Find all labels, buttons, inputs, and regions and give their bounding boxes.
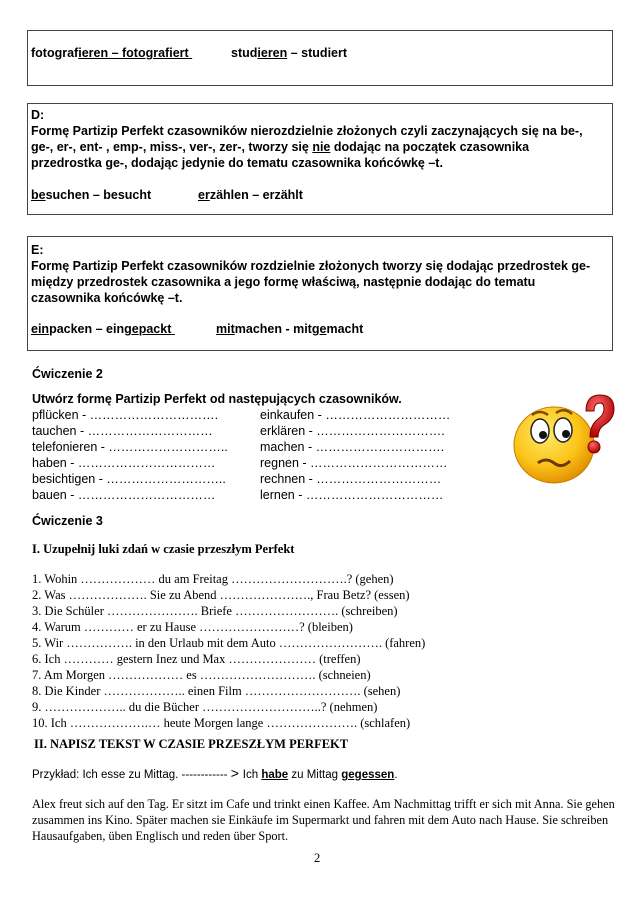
example-studieren: studieren – studiert xyxy=(231,46,348,60)
box-d-line-2: ge-, er-, ent- , emp-, miss-, ver-, zer-, tworzy się nie dodając na początek czasownika xyxy=(31,140,530,154)
verb-item: regnen - …………………………… xyxy=(260,456,448,470)
rule-box-d xyxy=(27,103,613,215)
exercise-3-section-1: I. Uzupełnij luki zdań w czasie przeszłym Perfekt xyxy=(32,542,295,556)
sentence-item: 9. ……………….. du die Bücher ………………………..? (nehmen) xyxy=(32,700,378,714)
sentence-item: 8. Die Kinder ……………….. einen Film ………………………. (sehen) xyxy=(32,684,401,698)
verb-item: telefonieren - ……………………….. xyxy=(32,440,228,454)
box-d-line-3: przedrostka ge-, dodając jedynie do tematu czasownika końcówkę –t. xyxy=(31,156,443,170)
sentence-item: 4. Warum ………… er zu Hause ……………………? (bleiben) xyxy=(32,620,353,634)
box-e-heading: E: xyxy=(31,243,44,257)
verb-item: tauchen - ………………………… xyxy=(32,424,213,438)
exercise-3-title: Ćwiczenie 3 xyxy=(32,514,103,528)
sentence-item: 2. Was ………………. Sie zu Abend …………………., Frau Betz? (essen) xyxy=(32,588,410,602)
text-to-rewrite: Alex freut sich auf den Tag. Er sitzt im Cafe und trinkt einen Kaffee. Am Nachmittag trifft er sich mit Anna. Sie gehen zusammen ins Kino. Später machen sie Einkäufe im Supermarkt und fahren mit dem Auto nach Hause. Sie schreiben Hausaufgaben, üben Englisch und reden über Sport. xyxy=(32,797,615,843)
box-e-line-3: czasownika końcówkę –t. xyxy=(31,291,183,305)
verb-item: lernen - …………………………… xyxy=(260,488,444,502)
example-fotografieren: fotografieren – fotografiert xyxy=(31,46,189,60)
box-d-example-besuchen: besuchen – besucht xyxy=(31,188,152,202)
page-number: 2 xyxy=(314,851,321,865)
sentence-item: 1. Wohin ……………… du am Freitag ……………………….? (gehen) xyxy=(32,572,394,586)
sentence-item: 5. Wir ……………. in den Urlaub mit dem Auto ……………………. (fahren) xyxy=(32,636,426,650)
box-d-example-erzaehlen: erzählen – erzählt xyxy=(198,188,303,202)
verb-item: haben - …………………………… xyxy=(32,456,216,470)
box-e-line-1: Formę Partizip Perfekt czasowników rozdzielnie złożonych tworzy się dodając przedrostek ge- xyxy=(31,259,591,273)
sentence-item: 10. Ich ……………….… heute Morgen lange …………………. (schlafen) xyxy=(32,716,411,730)
box-e-example-einpacken: einpacken – eingepackt xyxy=(31,322,172,336)
sentence-item: 7. Am Morgen ……………… es ………………………. (schneien) xyxy=(32,668,371,682)
box-e-line-2: między przedrostek czasownika a jego formę właściwą, następnie dodając do tematu xyxy=(31,275,536,289)
rule-box-e xyxy=(27,236,613,351)
exercise-2-title: Ćwiczenie 2 xyxy=(32,367,103,381)
verb-item: bauen - …………………………… xyxy=(32,488,216,502)
verb-item: machen - …………………………. xyxy=(260,440,445,454)
confused-emoji-icon xyxy=(508,383,620,495)
exercise-3-section-2: II. NAPISZ TEKST W CZASIE PRZESZŁYM PERFEKT xyxy=(34,737,349,751)
verb-item: einkaufen - ………………………… xyxy=(260,408,451,422)
sentence-item: 6. Ich ………… gestern Inez und Max ………………… (treffen) xyxy=(32,652,361,666)
verb-item: pflücken - …………………………. xyxy=(32,408,219,422)
example-box-top xyxy=(27,30,613,86)
sentence-item: 3. Die Schüler …………………. Briefe ……………………. (schreiben) xyxy=(32,604,398,618)
verb-item: rechnen - ………………………… xyxy=(260,472,442,486)
box-d-line-1: Formę Partizip Perfekt czasowników nierozdzielnie złożonych czyli zaczynających się na be-, xyxy=(31,124,583,138)
box-e-example-mitmachen: mitmachen - mitgemacht xyxy=(216,322,364,336)
verb-item: besichtigen - ……………………….. xyxy=(32,472,226,486)
exercise-2-instruction: Utwórz formę Partizip Perfekt od następujących czasowników. xyxy=(32,392,402,406)
example-sentence: Przykład: Ich esse zu Mittag. ------------ > Ich habe zu Mittag gegessen. xyxy=(32,765,398,781)
box-d-heading: D: xyxy=(31,108,45,122)
verb-item: erklären - …………………………. xyxy=(260,424,445,438)
